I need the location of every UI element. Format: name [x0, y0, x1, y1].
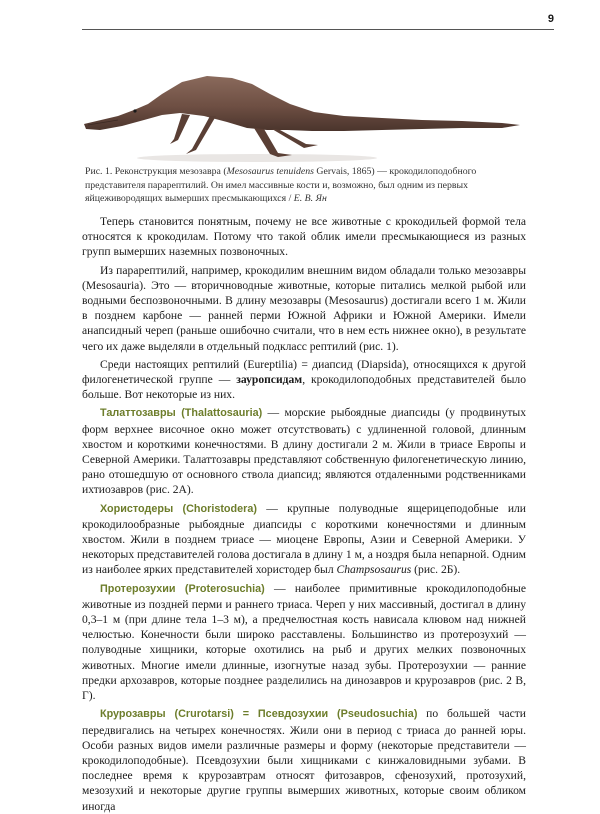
paragraph — [82, 405, 526, 497]
section-term: Хористодеры (Choristodera) — [100, 502, 257, 515]
section-term: Крурозавры (Crurotarsi) = Псевдозухии (Pseudosuchia) — [100, 708, 418, 721]
paragraph-text: — крупные полуводные ящерицеподобные или крокодилообразные рыбоядные диапсиды с короткими конечностями и длинным хвостом. Жили в позднем триасе — миоцене Европы, Азии и Северной Америки. У некоторых представителей голова достигала в длину 1 м, а ноздря была непарной. Одним из наиболее ярких представителей хористодер был — [82, 501, 527, 577]
caption-author: Е. В. Ян — [293, 193, 327, 204]
paragraph-text: — морские рыбоядные диапсиды (у продвинутых форм верхнее височное окно может отсутствовать) с удлиненной головой, длинным хвостом и короткими конечностями. В длину достигали 2 м. Жили в триасе Европы и Северной Америки. Талаттозавры представляют собственную филогенетическую линию, рано отошедшую от основного ствола диапсид; являются отдаленными родственниками ихтиозавров (рис. 2А). — [82, 406, 527, 497]
paragraph — [82, 581, 526, 704]
paragraph: Из парарептилий, например, крокодилим внешним видом обладали только мезозавры (Mesosauria). Это — вторичноводные животные, которые питались мелкой рыбой или водными беспозвоночными. В длину мезозавры (Mesosaurus) достигали всего 1 м. Жили в позднем карбоне — ранней перми Южной Африки и Южной Америки. Имели анапсидный череп (раньше ошибочно считали, что в нем есть нижнее окно), в результате чего их даже выделяли в отдельный подкласс рептилий (рис. 1). — [82, 263, 526, 353]
caption-text: Gervais, 1865) — крокодилоподобного представителя парарептилий. Он имел массивные кости и, возможно, был одним из первых яйцеживородящих вымерших пресмыкающихся / — [85, 166, 477, 204]
paragraph-text: (рис. 2Б). — [411, 563, 461, 577]
body-text — [82, 214, 526, 814]
paragraph-text: — наиболее примитивные крокодилоподобные животные из поздней перми и раннего триаса. Череп у них массивный, достигал в длину 0,3–1 м (при длине тела 1–3 м), а предчелюстная кость нависала клювом над нижней челюстью. Конечности были широко расставлены. Большинство из протерозухий — полуводные хищники, которые охотились на рыб и других мелких позвоночных животных. Многие имели длинные, изогнутые назад зубы. Протерозухии — ранние предки архозавров, которые позднее разделились на динозавров и крурозавров (рис. 2 В, Г). — [82, 581, 526, 703]
page-number: 9 — [547, 13, 554, 25]
mesosaurus-illustration — [82, 58, 522, 166]
caption-species: Mesosaurus tenuidens — [226, 166, 314, 177]
paragraph-text: Среди настоящих рептилий (Eureptilia) = диапсид (Diapsida), относящихся к другой филогенетической группе — — [82, 357, 526, 387]
section-term: Протерозухии (Proterosuchia) — [100, 582, 265, 595]
paragraph-text: , крокодилоподобных представителей было больше. Вот некоторые из них. — [82, 373, 526, 402]
paragraph — [82, 706, 526, 813]
paragraph: Теперь становится понятным, почему не все животные с крокодильей формой тела относятся к крокодилам. Потому что такой облик имели пресмыкающиеся из разных групп вымерших наземных позвоночных. — [82, 215, 526, 259]
species-name: Champsosaurus — [336, 563, 412, 577]
figure-caption — [85, 165, 525, 206]
section-term: Талаттозавры (Thalattosauria) — [100, 407, 263, 420]
bold-term: зауропсидам — [236, 373, 303, 387]
header-rule — [82, 29, 554, 30]
paragraph-text: по большей части передвигались на четырех конечностях. Жили они в период с триаса до ранней юры. Особи разных видов имели различные размеры и форму (некоторые представители — крокодилоподобные). Псевдозухии были хищниками с кинжаловидными зубами. В последнее время к крурозавтрам относят фитозавров, сфенозухий, протозухий, мезозухий и некоторые другие группы вымерших животных, которые своим обликом иногда — [82, 707, 527, 813]
paragraph — [82, 501, 526, 578]
paragraph — [82, 357, 526, 403]
caption-text: Рис. 1. Реконструкция мезозавра ( — [85, 166, 227, 177]
